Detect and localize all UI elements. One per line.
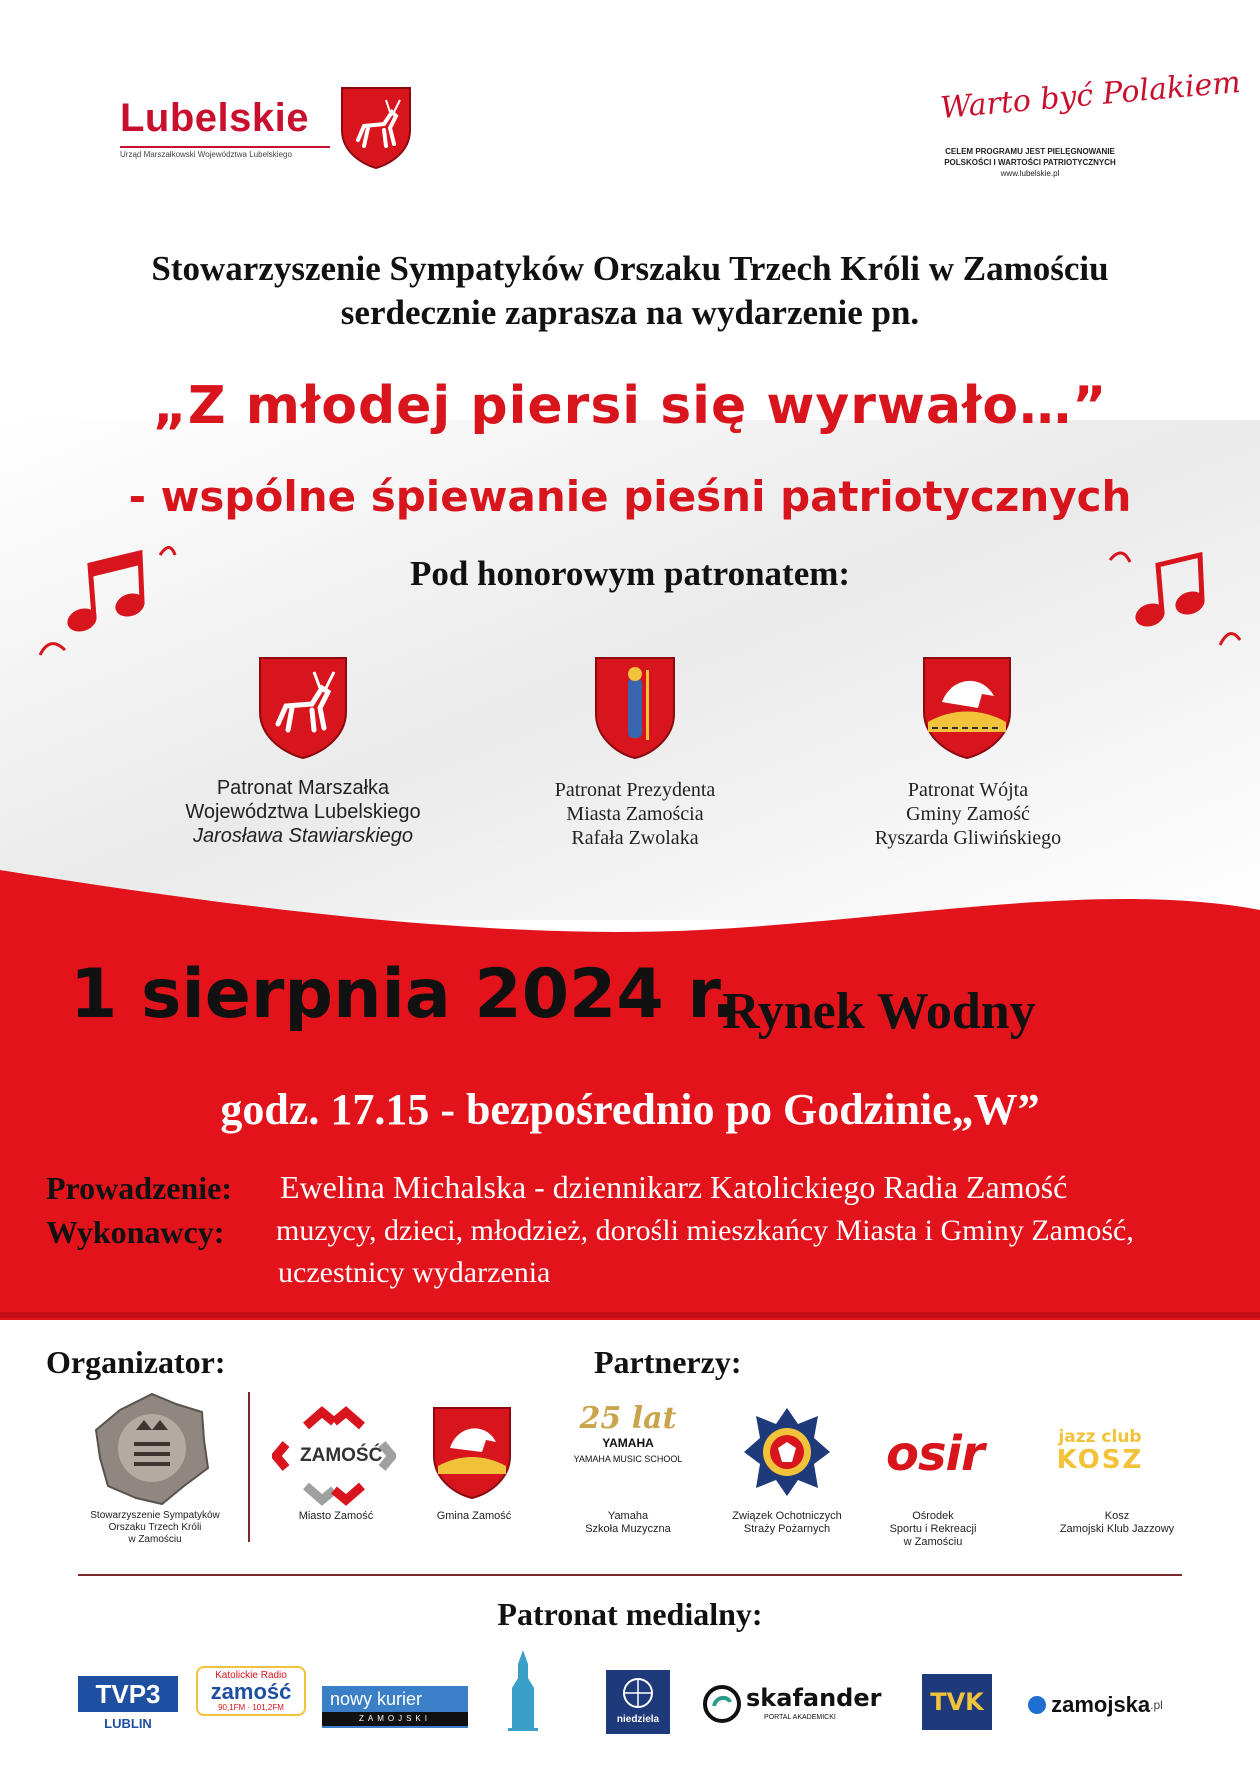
kosz-logo: [1036, 1428, 1164, 1474]
kosz-jazz-club: jazz club: [1058, 1427, 1142, 1447]
partner-gmina-caption: Gmina Zamość: [436, 1510, 512, 1522]
event-date: 1 sierpnia 2024 r.: [70, 955, 737, 1034]
lubelskie-coat-of-arms-icon: [340, 86, 412, 170]
osir-logo: osir: [886, 1426, 984, 1482]
kosz-line-1: Kosz: [1104, 1510, 1130, 1522]
osir-line-2: Sportu i Rekreacji: [889, 1523, 977, 1535]
media-patronage-heading: Patronat medialny:: [497, 1596, 763, 1632]
radio-line-3: 90,1FM · 101,2FM: [218, 1703, 284, 1712]
performers-value-line-2: uczestnicy wydarzenia: [278, 1256, 551, 1289]
patron-3-line-3: Ryszarda Gliwińskiego: [874, 827, 1062, 849]
niedziela-logo: [606, 1670, 670, 1734]
partners-heading: Partnerzy:: [594, 1344, 742, 1380]
patron-president-text: [490, 778, 780, 850]
zamojska-tld: .pl: [1150, 1698, 1163, 1712]
nowy-kurier-logo: [322, 1686, 468, 1728]
partner-yamaha-caption: [556, 1510, 700, 1536]
yamaha-brand: YAMAHA: [602, 1436, 654, 1450]
intro-line-1: Stowarzyszenie Sympatyków Orszaku Trzech Króli w Zamościu: [151, 249, 1109, 288]
honor-patronage-heading: Pod honorowym patronatem:: [409, 554, 851, 593]
kosz-line-2: Zamojski Klub Jazzowy: [1059, 1523, 1175, 1535]
patron-1-line-3: Jarosława Stawiarskiego: [192, 825, 414, 847]
event-time: godz. 17.15 - bezpośrednio po Godzinie„W”: [220, 1085, 1040, 1134]
zamosc-city-crest-icon: [594, 656, 676, 760]
zamojska-logo: [1028, 1692, 1163, 1718]
patron-1-line-1: Patronat Marszałka: [216, 777, 390, 799]
katolickie-radio-logo: [196, 1666, 306, 1716]
organizer-heading: Organizator:: [46, 1344, 226, 1380]
lubelskie-logo-subtitle: Urząd Marszałkowski Województwa Lubelskiego: [120, 150, 292, 159]
gmina-zamosc-partner-crest-icon: [432, 1406, 512, 1500]
partner-kosz-caption: [1030, 1510, 1204, 1536]
yamaha-25-lat: 25 lat: [579, 1401, 677, 1436]
patron-3-line-1: Patronat Wójta: [907, 779, 1029, 801]
organizer-line-2: Orszaku Trzech Króli: [108, 1522, 202, 1533]
partner-zosp-caption: [714, 1510, 860, 1536]
kurier-sub: ZAMOJSKI: [322, 1712, 468, 1726]
zosp-line-2: Straży Pożarnych: [743, 1523, 831, 1535]
warto-line-2: POLSKOŚCI I WARTOŚCI PATRIOTYCZNYCH: [944, 158, 1116, 167]
niedziela-text: niedziela: [616, 1714, 660, 1725]
zosp-line-1: Związek Ochotniczych: [732, 1510, 842, 1522]
warto-url: www.lubelskie.pl: [1000, 169, 1060, 178]
organizer-line-1: Stowarzyszenie Sympatyków: [90, 1510, 220, 1521]
patron-2-line-1: Patronat Prezydenta: [554, 779, 716, 801]
yamaha-line-2: Szkoła Muzyczna: [585, 1523, 671, 1535]
host-value: Ewelina Michalska - dziennikarz Katolickiego Radia Zamość: [280, 1169, 1068, 1205]
lubelskie-logo-text: Lubelskie: [120, 96, 310, 140]
tvp3-logo: [78, 1676, 178, 1731]
radio-line-2: zamość: [210, 1679, 292, 1704]
zosp-fire-brigade-emblem-icon: [742, 1406, 832, 1498]
partner-osir-caption: [866, 1510, 1000, 1549]
tvk-logo: TVK: [922, 1674, 992, 1730]
event-place: Rynek Wodny: [722, 983, 1036, 1040]
skafander-icon: [702, 1684, 742, 1724]
yamaha-music-school: YAMAHA MUSIC SCHOOL: [573, 1454, 683, 1464]
osir-line-1: Ośrodek: [912, 1510, 954, 1522]
patron-1-line-2: Województwa Lubelskiego: [185, 801, 421, 823]
patron-2-line-2: Miasta Zamościa: [566, 803, 704, 825]
zamosc-tower-logo-icon: [500, 1648, 546, 1732]
patron-marshal-text: [150, 776, 456, 848]
tvp3-lublin: LUBLIN: [104, 1716, 152, 1731]
lubelskie-logo-line: [120, 146, 330, 148]
event-subtitle: - wspólne śpiewanie pieśni patriotycznych: [128, 472, 1132, 521]
host-label: Prowadzenie:: [46, 1170, 233, 1206]
yamaha-logo: [560, 1402, 696, 1464]
kosz-word: KOSZ: [1056, 1445, 1144, 1475]
performers-value-line-1: muzycy, dzieci, młodzież, dorośli mieszkańcy Miasta i Gminy Zamość,: [276, 1214, 1134, 1247]
patron-3-line-2: Gminy Zamość: [906, 803, 1030, 825]
lubelskie-crest-icon: [258, 656, 348, 760]
event-title: „Z młodej piersi się wyrwało…”: [152, 376, 1108, 436]
gmina-zamosc-crest-icon: [922, 656, 1012, 760]
partner-miasto-caption: Miasto Zamość: [298, 1510, 374, 1522]
zamojska-dot-icon: [1028, 1696, 1046, 1714]
patron-2-line-3: Rafała Zwolaka: [571, 827, 699, 849]
osir-line-3: w Zamościu: [903, 1536, 963, 1548]
organizer-caption: [70, 1510, 240, 1546]
warto-byc-polakiem-logo: Warto być Polakiem: [939, 64, 1243, 127]
intro-line-2: serdecznie zaprasza na wydarzenie pn.: [340, 293, 920, 332]
kurier-text: nowy kurier: [330, 1689, 423, 1709]
skafander-sub: PORTAL AKADEMICKI: [764, 1714, 836, 1721]
radio-line-1: Katolickie Radio: [215, 1670, 287, 1681]
performers-label: Wykonawcy:: [46, 1214, 225, 1250]
patron-wojt-text: [820, 778, 1116, 850]
warto-program-text: [920, 146, 1140, 179]
organizer-seal-icon: [92, 1390, 212, 1508]
tvp3-text: TVP3: [78, 1676, 178, 1712]
warto-line-1: CELEM PROGRAMU JEST PIELĘGNOWANIE: [945, 147, 1115, 156]
skafander-text: skafander: [746, 1684, 882, 1712]
yamaha-line-1: Yamaha: [607, 1510, 649, 1522]
organizer-line-3: w Zamościu: [128, 1534, 182, 1545]
niedziela-globe-icon: [621, 1676, 655, 1710]
miasto-zamosc-logo-text: ZAMOŚĆ: [300, 1445, 383, 1466]
zamojska-text: zamojska: [1051, 1692, 1151, 1717]
